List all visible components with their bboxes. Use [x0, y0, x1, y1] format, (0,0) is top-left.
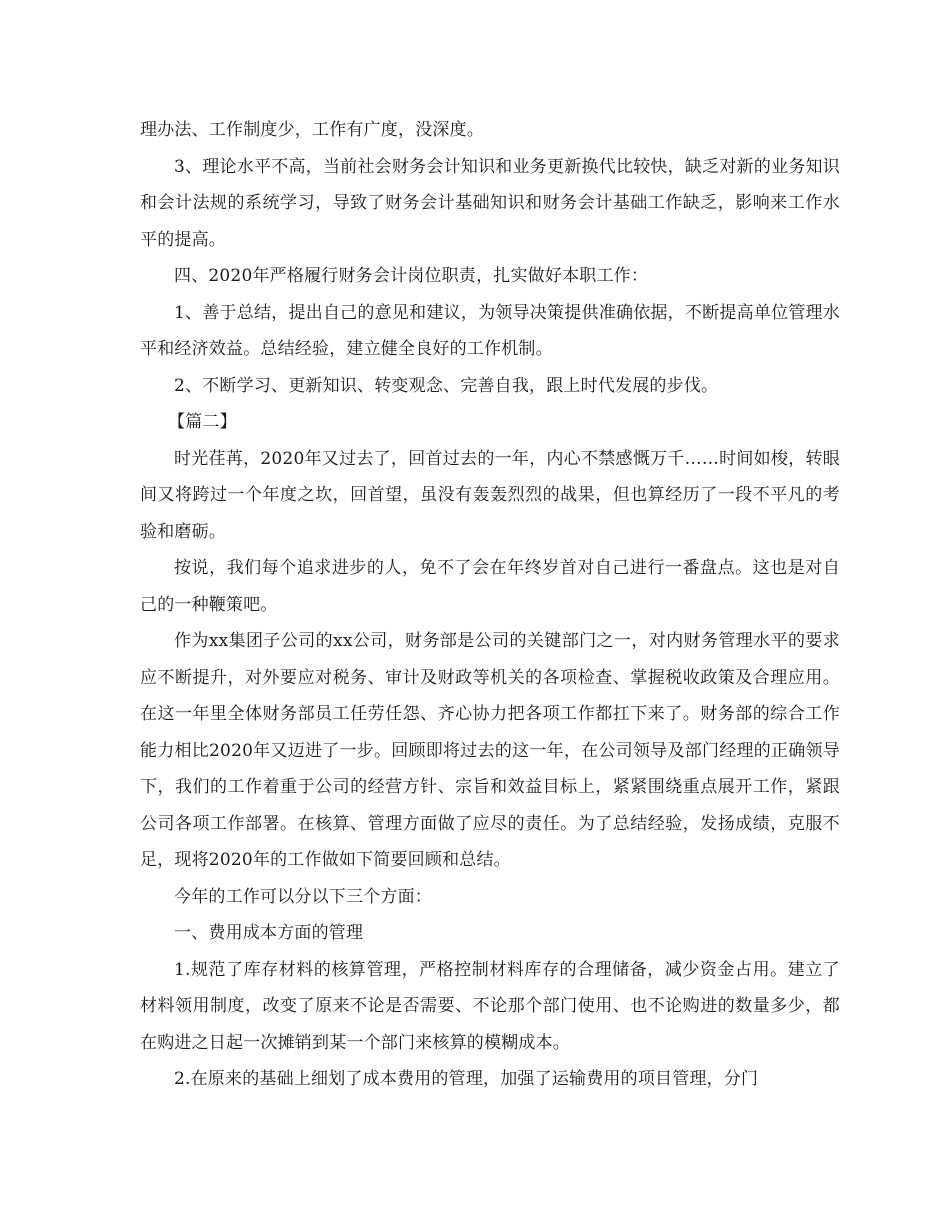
part-two-heading: 【篇二】	[168, 412, 237, 432]
paragraph-item-3: 3、理论水平不高，当前社会财务会计知识和业务更新换代比较快，缺乏对新的业务知识和会计法规的系统学习，导致了财务会计基础知识和财务会计基础工作缺乏，影响来工作水平的提高。	[140, 156, 840, 250]
paragraph-reflection: 按说，我们每个追求进步的人，免不了会在年终岁首对自己进行一番盘点。这也是对自己的一种鞭策吧。	[140, 558, 840, 615]
paragraph-item-2: 2、不断学习、更新知识、转变观念、完善自我，跟上时代发展的步伐。	[174, 375, 719, 396]
section-heading-four: 四、2020年严格履行财务会计岗位职责，扎实做好本职工作：	[174, 266, 649, 286]
paragraph-inventory: 1.规范了库存材料的核算管理，严格控制材料库存的合理储备，减少资金占用。建立了材料领用制度，改变了原来不论是否需要、不论那个部门使用、也不论购进的数量多少，都在购进之日起一次摊销到某一个部门来核算的模糊成本。	[140, 959, 840, 1053]
paragraph-continuation: 理办法、工作制度少，工作有广度，没深度。	[140, 120, 484, 140]
paragraph-cost-detail: 2.在原来的基础上细划了成本费用的管理，加强了运输费用的项目管理，分门	[174, 1069, 759, 1089]
paragraph-finance-department: 作为xx集团子公司的xx公司，财务部是公司的关键部门之一，对内财务管理水平的要求应不断提升，对外要应对税务、审计及财政等机关的各项检查、掌握税收政策及合理应用。在这一年里全体财务部员工任劳任怨、齐心协力把各项工作都扛下来了。财务部的综合工作能力相比2020年又迈进了一步。回顾即将过去的这一年，在公司领导及部门经理的正确领导下，我们的工作着重于公司的经营方针、宗旨和效益目标上，紧紧围绕重点展开工作，紧跟公司各项工作部署。在核算、管理方面做了应尽的责任。为了总结经验，发扬成绩，克服不足，现将2020年的工作做如下简要回顾和总结。	[140, 631, 840, 870]
paragraph-intro: 时光荏苒，2020年又过去了，回首过去的一年，内心不禁感慨万千……时间如梭，转眼间又将跨过一个年度之坎，回首望，虽没有轰轰烈烈的战果，但也算经历了一段不平凡的考验和磨砺。	[140, 448, 840, 542]
paragraph-item-1: 1、善于总结，提出自己的意见和建议，为领导决策提供准确依据，不断提高单位管理水平和经济效益。总结经验，建立健全良好的工作机制。	[140, 302, 840, 359]
paragraph-three-aspects: 今年的工作可以分以下三个方面：	[174, 886, 432, 907]
section-heading-cost-management: 一、费用成本方面的管理	[174, 923, 364, 943]
document-body	[140, 112, 840, 1098]
